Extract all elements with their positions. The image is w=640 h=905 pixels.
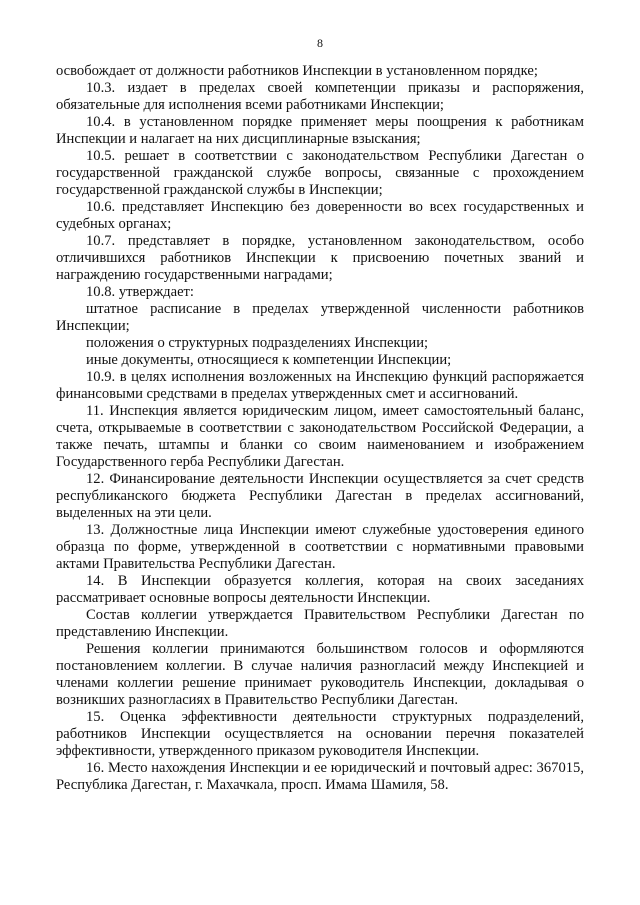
paragraph-16: 16. Место нахождения Инспекции и ее юридический и почтовый адрес: 367015, Республика Дагестан, г. Махачкала, просп. Имама Шамиля, 58. (56, 760, 584, 793)
paragraph-11: 11. Инспекция является юридическим лицом, имеет самостоятельный баланс, счета, открываемые в соответствии с законодательством Российской Федерации, а также печать, штампы и бланки со своим наименованием и изображением Государственного герба Республики Дагестан. (56, 403, 584, 470)
paragraph-10-6: 10.6. представляет Инспекцию без доверенности во всех государственных и судебных органах; (56, 199, 584, 232)
paragraph-14-decisions: Решения коллегии принимаются большинством голосов и оформляются постановлением коллегии. В случае наличия разногласий между Инспекцией и членами коллегии решение принимает руководитель Инспекции, докладывая о возникших разногласиях в Правительство Республики Дагестан. (56, 641, 584, 708)
paragraph-15: 15. Оценка эффективности деятельности структурных подразделений, работников Инспекции осуществляется на основании перечня показателей эффективности, утвержденного приказом руководителя Инспекции. (56, 709, 584, 759)
page-number: 8 (317, 36, 323, 50)
paragraph-10-9: 10.9. в целях исполнения возложенных на Инспекцию функций распоряжается финансовыми средствами в пределах утвержденных смет и ассигнований. (56, 369, 584, 402)
paragraph-continuation: освобождает от должности работников Инспекции в установленном порядке; (56, 63, 538, 79)
paragraph-10-7: 10.7. представляет в порядке, установленном законодательством, особо отличившихся работников Инспекции к присвоению почетных званий и награждению государственными наградами; (56, 233, 584, 283)
paragraph-13: 13. Должностные лица Инспекции имеют служебные удостоверения единого образца по форме, утвержденной в соответствии с нормативными правовыми актами Правительства Республики Дагестан. (56, 522, 584, 572)
paragraph-14: 14. В Инспекции образуется коллегия, которая на своих заседаниях рассматривает основные вопросы деятельности Инспекции. (56, 573, 584, 606)
paragraph-10-4: 10.4. в установленном порядке применяет меры поощрения к работникам Инспекции и налагает на них дисциплинарные взыскания; (56, 114, 584, 147)
paragraph-10-8-item-1: штатное расписание в пределах утвержденной численности работников Инспекции; (56, 301, 584, 334)
paragraph-10-8: 10.8. утверждает: (86, 284, 194, 300)
paragraph-10-8-item-3: иные документы, относящиеся к компетенции Инспекции; (86, 352, 452, 368)
paragraph-14-composition: Состав коллегии утверждается Правительством Республики Дагестан по представлению Инспекции. (56, 607, 584, 640)
paragraph-10-5: 10.5. решает в соответствии с законодательством Республики Дагестан о государственной гражданской службе вопросы, связанные с прохождением государственной гражданской службы в Инспекции; (56, 148, 584, 198)
paragraph-10-8-item-2: положения о структурных подразделениях Инспекции; (86, 335, 429, 351)
paragraph-12: 12. Финансирование деятельности Инспекции осуществляется за счет средств республиканского бюджета Республики Дагестан в пределах ассигнований, выделенных на эти цели. (56, 471, 584, 521)
paragraph-10-3: 10.3. издает в пределах своей компетенции приказы и распоряжения, обязательные для исполнения всеми работниками Инспекции; (56, 80, 584, 113)
document-body (56, 63, 584, 794)
